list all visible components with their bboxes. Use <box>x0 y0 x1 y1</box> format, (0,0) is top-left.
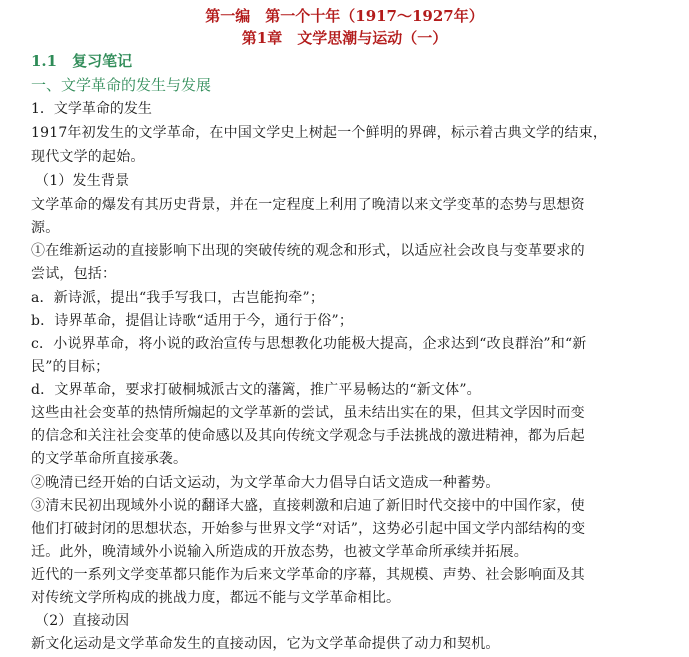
body-line: 的文学革命所直接承袭。 <box>31 451 188 467</box>
body-line: ②晚清已经开始的白话文运动，为文学革命大力倡导白话文造成一种蓄势。 <box>31 475 500 491</box>
body-line: （2）直接动因 <box>35 613 130 629</box>
section-heading: 1.1 复习笔记 <box>31 52 133 70</box>
body-line: a．新诗派，提出“我手写我口，古岂能拘牵”； <box>31 290 325 306</box>
body-line: （1）发生背景 <box>35 173 130 189</box>
body-line: 他们打破封闭的思想状态，开始参与世界文学“对话”，这势必引起中国文学内部结构的变 <box>31 521 586 537</box>
part-title: 第一编 第一个十年（1917～1927年） <box>205 7 484 25</box>
body-line: 这些由社会变革的热情所煽起的文学革新的尝试，虽未结出实在的果，但其文学因时而变 <box>31 405 585 421</box>
body-line: 尝试，包括： <box>31 266 117 282</box>
body-line: 迁。此外，晚清域外小说输入所造成的开放态势，也被文学革命所承续并拓展。 <box>31 544 528 560</box>
subsection-heading: 一、文学革命的发生与发展 <box>31 76 212 94</box>
body-line: 源。 <box>31 220 60 236</box>
body-line: 对传统文学所构成的挑战力度，都远不能与文学革命相比。 <box>31 590 401 606</box>
body-line: 现代文学的起始。 <box>31 149 145 165</box>
body-line: 的信念和关注社会变革的使命感以及其向传统文学观念与手法挑战的激进精神，都为后起 <box>31 428 585 444</box>
body-line: ①在维新运动的直接影响下出现的突破传统的观念和形式，以适应社会改良与变革要求的 <box>31 243 585 259</box>
sub-heading: 1．文学革命的发生 <box>31 101 152 117</box>
body-line: 新文化运动是文学革命发生的直接动因，它为文学革命提供了动力和契机。 <box>31 636 500 652</box>
body-line: 文学革命的爆发有其历史背景，并在一定程度上利用了晚清以来文学变革的态势与思想资 <box>31 197 585 213</box>
body-line: d．文界革命，要求打破桐城派古文的藩篱，推广平易畅达的“新文体”。 <box>31 382 481 398</box>
body-line: c．小说界革命，将小说的政治宣传与思想教化功能极大提高，企求达到“改良群治”和“新 <box>31 336 587 352</box>
body-line: 1917年初发生的文学革命，在中国文学史上树起一个鲜明的界碑，标示着古典文学的结束， <box>31 125 608 141</box>
chapter-title: 第1章 文学思潮与运动（一） <box>241 29 448 47</box>
body-line: b．诗界革命，提倡让诗歌“适用于今，通行于俗”； <box>31 313 354 329</box>
body-line: 近代的一系列文学变革都只能作为后来文学革命的序幕，其规模、声势、社会影响面及其 <box>31 567 585 583</box>
body-line: ③清末民初出现域外小说的翻译大盛，直接刺激和启迪了新旧时代交接中的中国作家，使 <box>31 498 585 514</box>
body-line: 民”的目标； <box>31 359 110 375</box>
